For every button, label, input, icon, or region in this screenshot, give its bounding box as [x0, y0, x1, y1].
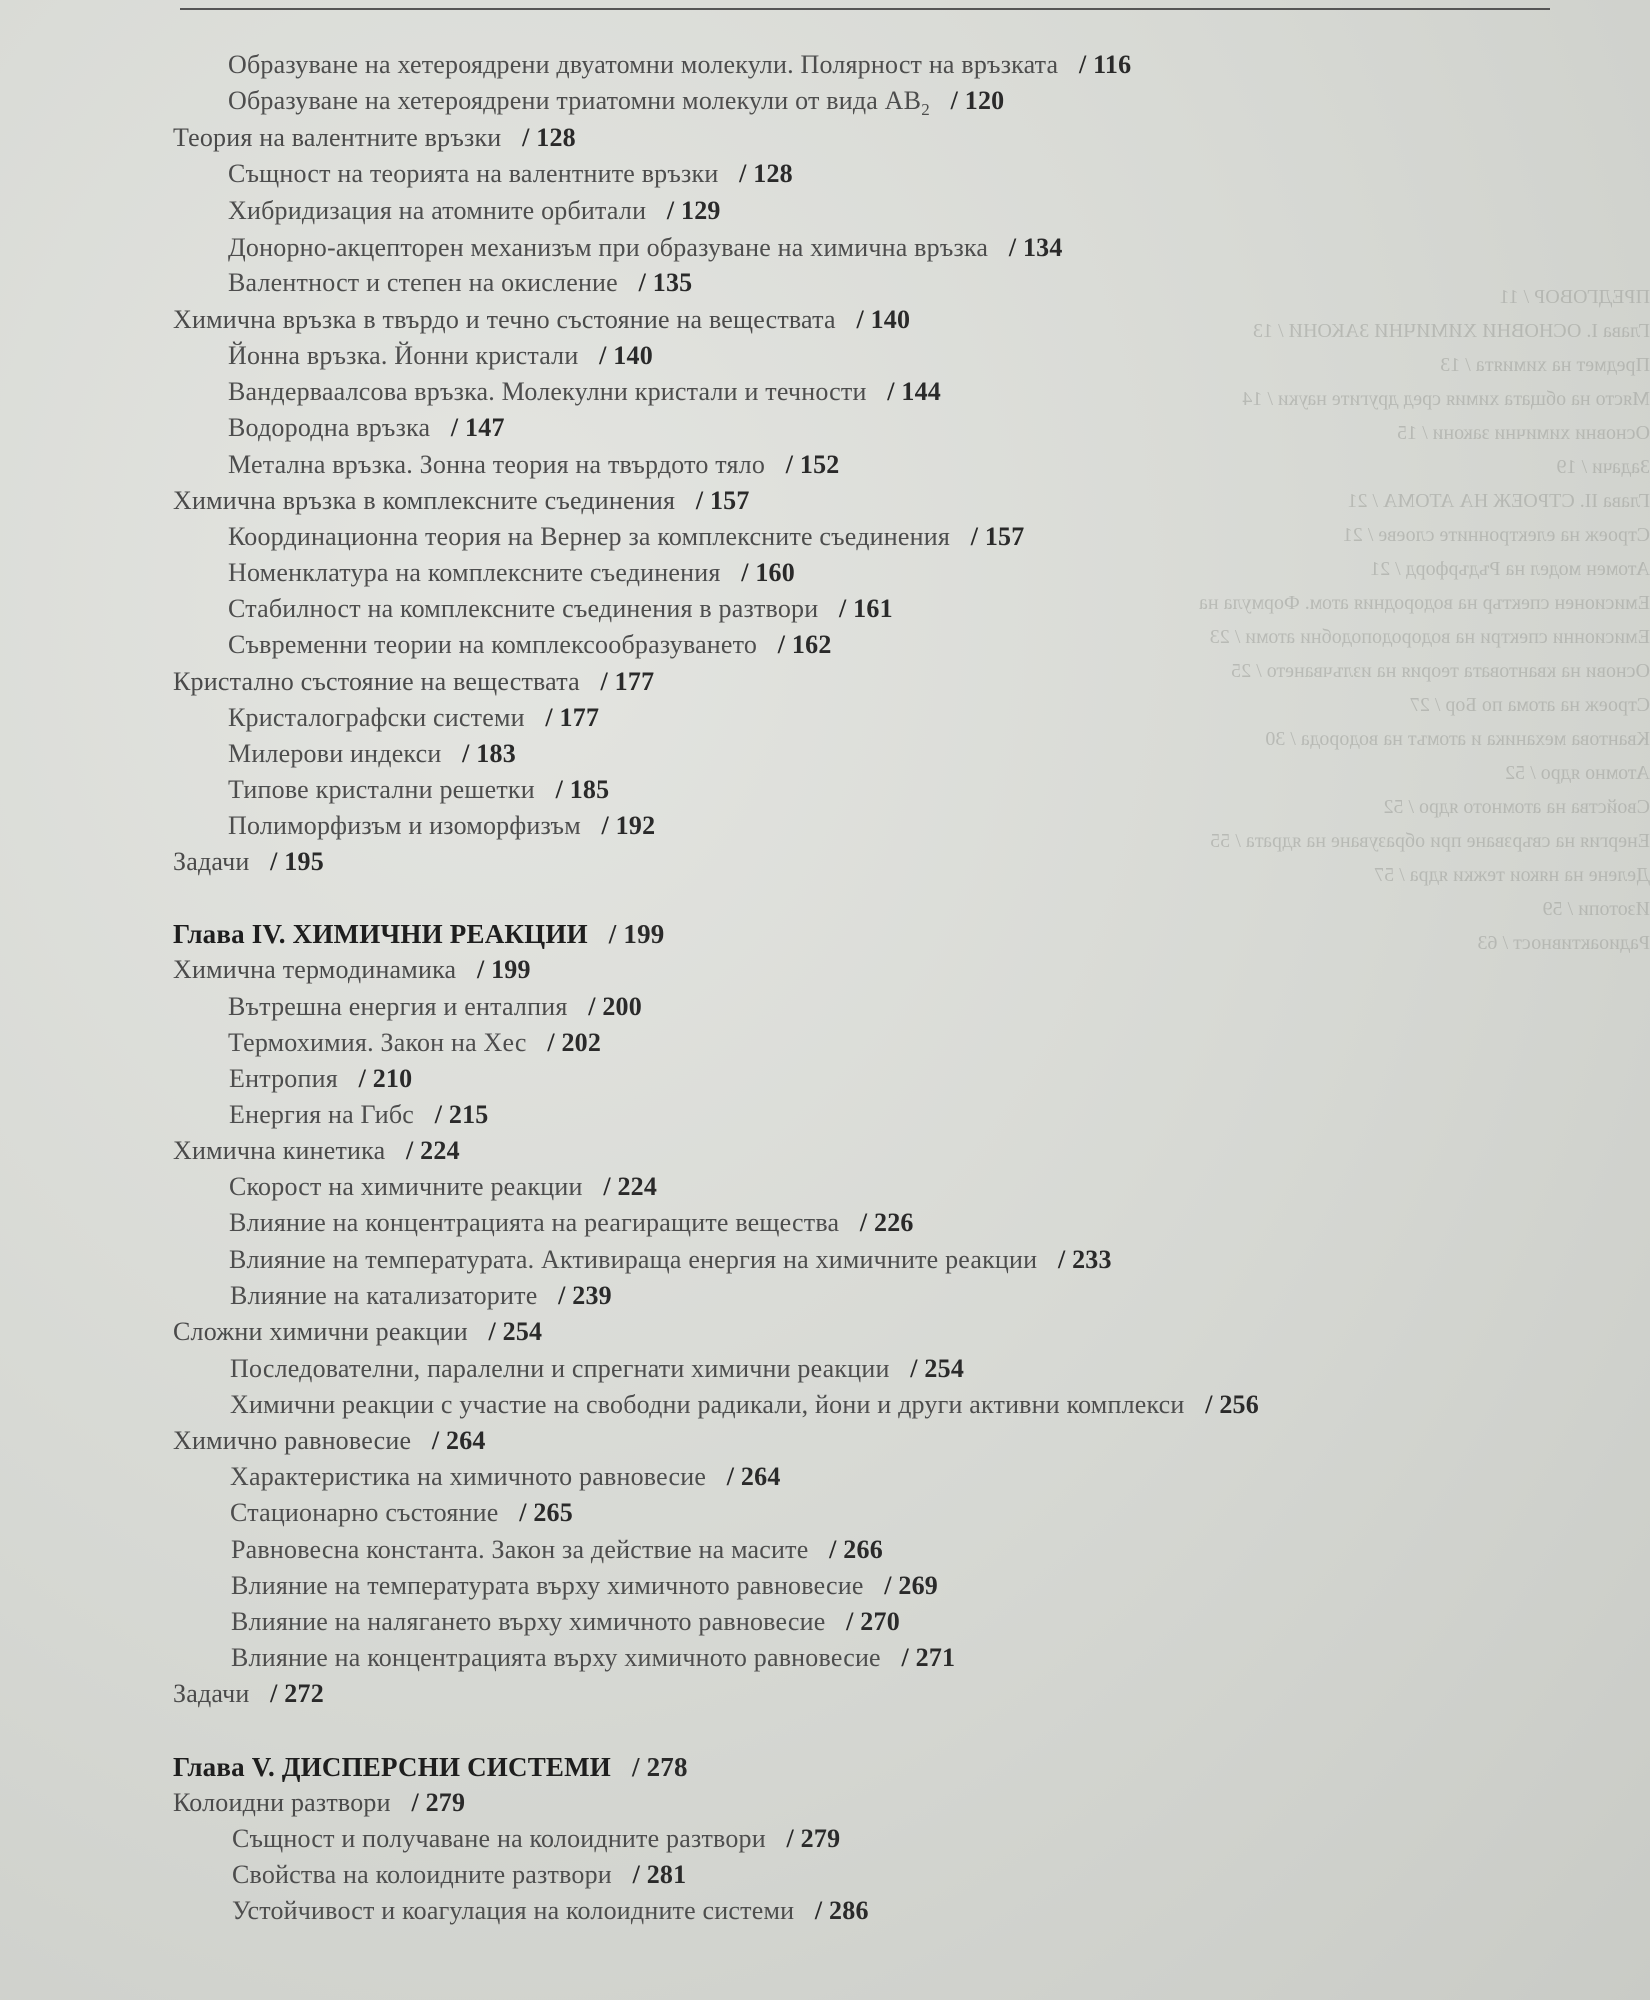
toc-title: Стабилност на комплексните съединения в разтвори: [228, 594, 819, 623]
toc-subsection: [228, 341, 653, 371]
toc-page-number: / 160: [734, 558, 795, 587]
toc-title: Химична кинетика: [173, 1136, 386, 1165]
toc-section: [173, 1679, 324, 1709]
toc-title: Същност и получаване на колоидните разтвори: [232, 1824, 766, 1853]
toc-page-number: / 185: [548, 775, 610, 804]
toc-page-number: / 116: [1072, 50, 1132, 79]
toc-page-number: / 200: [581, 992, 642, 1021]
toc-page-number: / 202: [540, 1028, 602, 1057]
toc-subsection: [228, 377, 941, 407]
toc-title: Глава IV. ХИМИЧНИ РЕАКЦИИ: [173, 919, 588, 949]
toc-subsection: [230, 1498, 573, 1528]
toc-subsection: [228, 50, 1131, 80]
toc-subsection: [232, 1824, 840, 1854]
toc-section: [173, 667, 654, 697]
toc-page-number: / 144: [880, 377, 942, 406]
toc-subsection: [229, 1208, 914, 1238]
bleed-through-line: Атомно ядро / 52: [1505, 762, 1650, 784]
toc-subsection: [231, 1607, 900, 1637]
bleed-through-line: Квантова механика и атомът на водорода / 30: [1265, 728, 1650, 750]
toc-title: Сложни химични реакции: [173, 1317, 468, 1346]
bleed-through-line: Основи на квантовата теория на излъчването / 25: [1231, 660, 1650, 682]
toc-title: Типове кристални решетки: [228, 775, 535, 804]
toc-title: Кристално състояние на веществата: [173, 667, 580, 696]
toc-title: Влияние на налягането върху химичното равновесие: [231, 1607, 826, 1636]
toc-subsection: [230, 1462, 781, 1492]
toc-subsection: [231, 1535, 883, 1565]
toc-subsection: [228, 739, 516, 769]
toc-title: Валентност и степен на окисление: [228, 268, 618, 297]
bleed-through-line: Изотопи / 59: [1542, 898, 1650, 920]
toc-page-number: / 128: [515, 123, 576, 152]
toc-subsection: [228, 86, 1004, 120]
toc-title: Йонна връзка. Йонни кристали: [228, 341, 579, 370]
toc-title: Влияние на концентрацията върху химичното равновесие: [231, 1643, 881, 1672]
toc-title: Метална връзка. Зонна теория на твърдото тяло: [228, 450, 766, 479]
toc-page-number: / 254: [481, 1317, 543, 1346]
toc-title: Вътрешна енергия и енталпия: [228, 992, 568, 1021]
toc-title: Полиморфизъм и изоморфизъм: [228, 811, 581, 840]
bleed-through-line: Глава I. ОСНОВНИ ХИМИЧНИ ЗАКОНИ / 13: [1253, 320, 1650, 342]
toc-page-number: / 278: [625, 1752, 688, 1782]
toc-page-number: / 224: [399, 1136, 460, 1165]
toc-page-number: / 183: [455, 739, 516, 768]
toc-title: Координационна теория на Вернер за комплексните съединения: [228, 522, 950, 551]
toc-page-number: / 286: [808, 1896, 869, 1925]
toc-title: Съвременни теории на комплексообразуването: [228, 630, 758, 659]
toc-section: [173, 847, 324, 877]
toc-page-number: / 210: [351, 1064, 413, 1093]
toc-title: Свойства на колоидните разтвори: [232, 1860, 612, 1889]
toc-subsection: [229, 1064, 412, 1094]
bleed-through-line: Основни химични закони / 15: [1397, 422, 1650, 444]
toc-page-number: / 279: [404, 1788, 466, 1817]
toc-subsection: [230, 1354, 964, 1384]
bleed-through-line: Атомен модел на Ръдърфорд / 21: [1370, 558, 1650, 580]
toc-section: [173, 1788, 465, 1818]
toc-section: [173, 1317, 542, 1347]
toc-title: Глава V. ДИСПЕРСНИ СИСТЕМИ: [173, 1752, 611, 1782]
toc-subsection: [228, 413, 505, 443]
toc-title: Задачи: [173, 1679, 250, 1708]
toc-title: Хибридизация на атомните орбитали: [228, 196, 647, 225]
toc-page-number: / 152: [779, 450, 840, 479]
toc-page-number: / 157: [964, 522, 1025, 551]
toc-subsection: [232, 1860, 686, 1890]
toc-page-number: / 157: [689, 486, 750, 515]
toc-page-number: / 254: [903, 1354, 965, 1383]
toc-page-number: / 226: [853, 1208, 914, 1237]
toc-page-number: / 269: [877, 1571, 938, 1600]
toc-page-number: / 147: [444, 413, 505, 442]
toc-page-number: / 195: [263, 847, 324, 876]
toc-chapter: [173, 1752, 688, 1783]
toc-section: [173, 1426, 486, 1456]
toc-page-number: / 264: [720, 1462, 781, 1491]
toc-subsection: [228, 268, 692, 298]
toc-title: Образуване на хетероядрени триатомни молекули от вида AB: [228, 86, 922, 115]
toc-title: Химична връзка в твърдо и течно състояние на веществата: [173, 305, 836, 334]
toc-subsection: [228, 992, 642, 1022]
toc-subsection: [228, 811, 655, 841]
toc-page-number: / 266: [822, 1535, 883, 1564]
toc-page-number: / 224: [596, 1172, 658, 1201]
toc-title: Милерови индекси: [228, 739, 442, 768]
bleed-through-line: Строеж на електронните слоеве / 21: [1342, 524, 1650, 546]
toc-title: Теория на валентните връзки: [173, 123, 502, 152]
toc-page-number: / 134: [1002, 233, 1063, 262]
toc-page-number: / 264: [425, 1426, 486, 1455]
toc-title: Водородна връзка: [228, 413, 431, 442]
toc-page-number: / 161: [832, 594, 893, 623]
toc-subsection: [228, 159, 793, 189]
toc-section: [173, 305, 910, 335]
bleed-through-line: Глава II. СТРОЕЖ НА АТОМА / 21: [1347, 490, 1650, 512]
toc-subsection: [229, 1100, 489, 1130]
bleed-through-line: ПРЕДГОВОР / 11: [1499, 286, 1650, 308]
toc-section: [173, 955, 531, 985]
toc-page-number: / 233: [1051, 1245, 1112, 1274]
toc-section: [173, 123, 576, 153]
toc-page-number: / 279: [779, 1824, 841, 1853]
toc-subsection: [228, 594, 893, 624]
toc-page-number: / 140: [849, 305, 911, 334]
toc-title: Химична връзка в комплексните съединения: [173, 486, 676, 515]
toc-page-number: / 215: [428, 1100, 489, 1129]
toc-title: Колоидни разтвори: [173, 1788, 391, 1817]
bleed-through-line: Задачи / 19: [1556, 456, 1650, 478]
toc-title: Влияние на температурата. Активираща енергия на химичните реакции: [229, 1245, 1038, 1274]
toc-title: Устойчивост и коагулация на колоидните системи: [232, 1896, 795, 1925]
toc-page-number: / 239: [551, 1281, 612, 1310]
bleed-through-line: Радиоактивност / 63: [1477, 932, 1650, 954]
toc-page-number: / 128: [732, 159, 793, 188]
toc-subsection: [228, 775, 609, 805]
toc-title: Донорно-акцепторен механизъм при образуване на химична връзка: [228, 233, 989, 262]
toc-page-number: / 135: [631, 268, 693, 297]
toc-page-number: / 162: [771, 630, 832, 659]
toc-title: Химични реакции с участие на свободни радикали, йони и други активни комплекси: [230, 1390, 1185, 1419]
toc-subsection: [228, 703, 599, 733]
toc-subsection: [232, 1896, 869, 1926]
toc-subsection: [228, 1028, 601, 1058]
toc-title: Ентропия: [229, 1064, 338, 1093]
toc-title: Стационарно състояние: [230, 1498, 499, 1527]
toc-subsection: [230, 1281, 612, 1311]
toc-title: Енергия на Гибс: [229, 1100, 415, 1129]
toc-page-number: / 192: [594, 811, 656, 840]
toc-title: Влияние на концентрацията на реагиращите вещества: [229, 1208, 840, 1237]
toc-title: Задачи: [173, 847, 250, 876]
toc-subsection: [229, 1172, 657, 1202]
toc-title: Номенклатура на комплексните съединения: [228, 558, 721, 587]
toc-subsection: [228, 196, 721, 226]
toc-title: Последователни, паралелни и спрегнати химични реакции: [230, 1354, 890, 1383]
toc-title: Химично равновесие: [173, 1426, 412, 1455]
bleed-through-line: Строеж на атома по Бор / 27: [1409, 694, 1650, 716]
toc-page-number: / 140: [592, 341, 653, 370]
bleed-through-line: Емисионен спектър на водородния атом. Формула на: [1199, 592, 1650, 614]
toc-subsection: [228, 522, 1024, 552]
toc-subsection: [228, 450, 839, 480]
toc-title: Вандерваалсова връзка. Молекулни кристали и течности: [228, 377, 867, 406]
toc-subsection: [229, 1245, 1112, 1275]
toc-subsection: [228, 630, 832, 660]
toc-page-number: / 177: [593, 667, 655, 696]
toc-title: Химична термодинамика: [173, 955, 457, 984]
toc-page-number: / 270: [839, 1607, 900, 1636]
toc-page-number: / 199: [601, 919, 665, 949]
toc-page-number: / 272: [263, 1679, 324, 1708]
toc-page-number: / 271: [894, 1643, 956, 1672]
toc-title: Влияние на катализаторите: [230, 1281, 538, 1310]
toc-title: Влияние на температурата върху химичното равновесие: [231, 1571, 864, 1600]
bleed-through-line: Свойства на атомното ядро / 52: [1383, 796, 1650, 818]
bleed-through-line: Енергия на свързване при образуване на ядрата / 55: [1210, 830, 1650, 852]
toc-title: Характеристика на химичното равновесие: [230, 1462, 707, 1491]
toc-page-number: / 265: [512, 1498, 573, 1527]
toc-section: [173, 1136, 460, 1166]
toc-section: [173, 486, 750, 516]
bleed-through-line: Делене на някои тежки ядра / 57: [1374, 864, 1650, 886]
bleed-through-line: Емисионни спектри на водородоподобни атоми / 23: [1209, 626, 1650, 648]
bleed-through-line: Място на общата химия сред другите науки / 14: [1242, 388, 1650, 410]
toc-subsection: [230, 1390, 1259, 1420]
toc-title: Термохимия. Закон на Хес: [228, 1028, 527, 1057]
toc-page-number: / 120: [943, 86, 1005, 115]
toc-subsection: [228, 558, 795, 588]
toc-page-number: / 281: [625, 1860, 687, 1889]
toc-chapter: [173, 919, 664, 950]
toc-title: Същност на теорията на валентните връзки: [228, 159, 719, 188]
toc-title: Скорост на химичните реакции: [229, 1172, 583, 1201]
toc-title: Равновесна константа. Закон за действие на масите: [231, 1535, 809, 1564]
bleed-through-line: Предмет на химията / 13: [1440, 354, 1650, 376]
toc-page-number: / 177: [538, 703, 600, 732]
toc-subsection: [228, 233, 1063, 263]
toc-page-number: / 256: [1198, 1390, 1259, 1419]
toc-subsection: [231, 1643, 955, 1673]
toc-title: Кристалографски системи: [228, 703, 525, 732]
toc-subsection: [231, 1571, 938, 1601]
toc-title-subscript: 2: [921, 100, 930, 120]
toc-page-number: / 199: [470, 955, 531, 984]
toc-title: Образуване на хетероядрени двуатомни молекули. Полярност на връзката: [228, 50, 1059, 79]
toc-page-number: / 129: [660, 196, 721, 225]
